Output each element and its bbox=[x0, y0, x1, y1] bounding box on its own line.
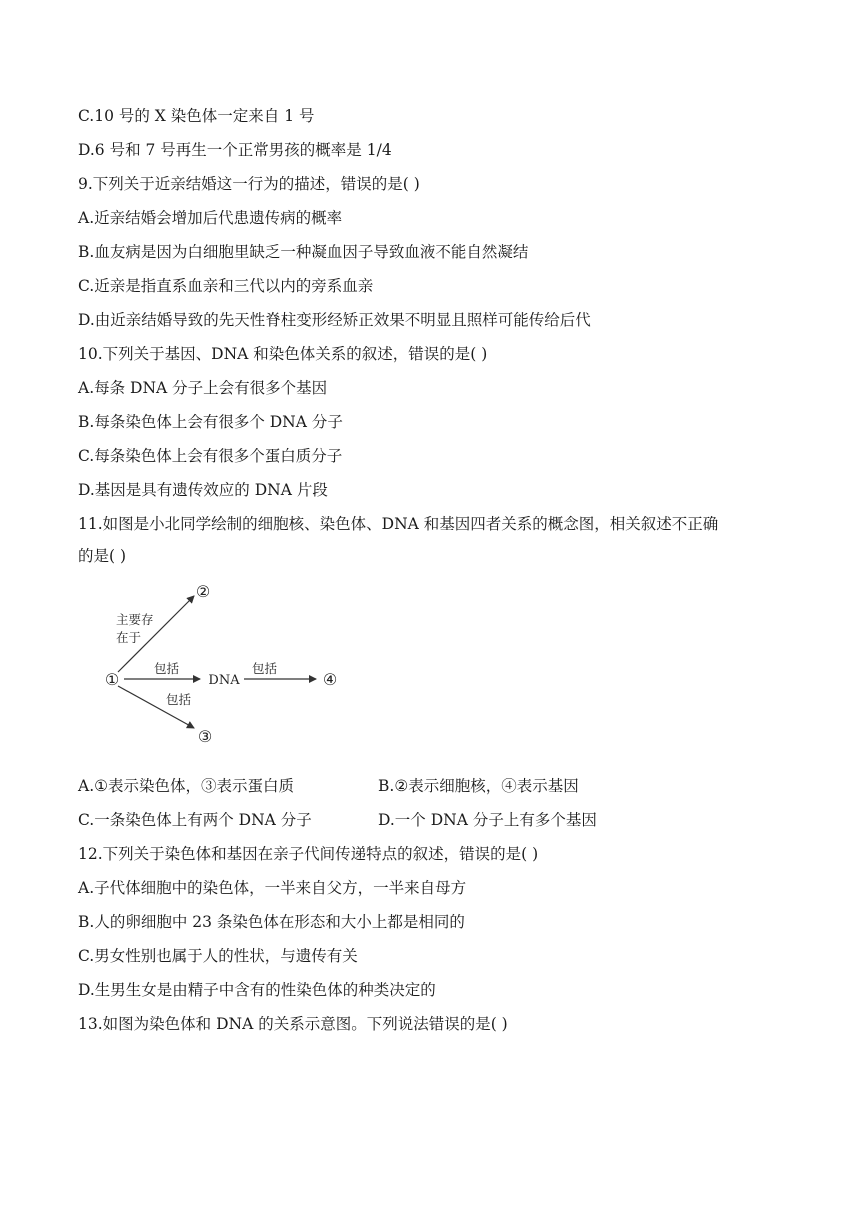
q11-option-d: D.一个 DNA 分子上有多个基因 bbox=[378, 811, 597, 829]
dna-node: DNA bbox=[208, 673, 240, 688]
q10-option-a: A.每条 DNA 分子上会有很多个基因 bbox=[78, 379, 328, 397]
q11-option-c: C.一条染色体上有两个 DNA 分子 bbox=[78, 811, 312, 829]
label-include-node3: 包括 bbox=[166, 692, 192, 707]
q11-option-a: A.①表示染色体，③表示蛋白质 bbox=[78, 777, 295, 795]
q9-stem: 9.下列关于近亲结婚这一行为的描述，错误的是( ) bbox=[78, 175, 420, 193]
label-main-line1: 主要存 bbox=[116, 612, 154, 627]
q8-option-d: D.6 号和 7 号再生一个正常男孩的概率是 1/4 bbox=[78, 141, 392, 159]
q10-option-b: B.每条染色体上会有很多个 DNA 分子 bbox=[78, 413, 343, 431]
node-1: ① bbox=[104, 670, 120, 689]
q13-stem: 13.如图为染色体和 DNA 的关系示意图。下列说法错误的是( ) bbox=[78, 1015, 508, 1033]
node-3: ③ bbox=[197, 727, 213, 746]
q9-option-d: D.由近亲结婚导致的先天性脊柱变形经矫正效果不明显且照样可能传给后代 bbox=[78, 311, 591, 329]
q8-option-c: C.10 号的 X 染色体一定来自 1 号 bbox=[78, 107, 315, 125]
q12-option-a: A.子代体细胞中的染色体，一半来自父方，一半来自母方 bbox=[78, 879, 467, 897]
q9-option-c: C.近亲是指直系血亲和三代以内的旁系血亲 bbox=[78, 277, 374, 295]
q11-option-b: B.②表示细胞核，④表示基因 bbox=[378, 777, 579, 795]
label-include-node4: 包括 bbox=[252, 661, 278, 676]
q10-option-c: C.每条染色体上会有很多个蛋白质分子 bbox=[78, 447, 343, 465]
q12-option-d: D.生男生女是由精子中含有的性染色体的种类决定的 bbox=[78, 981, 436, 999]
q12-option-b: B.人的卵细胞中 23 条染色体在形态和大小上都是相同的 bbox=[78, 913, 465, 931]
q10-option-d: D.基因是具有遗传效应的 DNA 片段 bbox=[78, 481, 328, 499]
q9-option-b: B.血友病是因为白细胞里缺乏一种凝血因子导致血液不能自然凝结 bbox=[78, 243, 529, 261]
node-4: ④ bbox=[322, 670, 338, 689]
q11-stem-line1: 11.如图是小北同学绘制的细胞核、染色体、DNA 和基因四者关系的概念图，相关叙述不正确 bbox=[78, 515, 719, 533]
node-2: ② bbox=[195, 582, 211, 601]
label-include-dna: 包括 bbox=[154, 661, 180, 676]
concept-map-diagram bbox=[96, 576, 356, 756]
q12-option-c: C.男女性别也属于人的性状，与遗传有关 bbox=[78, 947, 358, 965]
q10-stem: 10.下列关于基因、DNA 和染色体关系的叙述，错误的是( ) bbox=[78, 345, 488, 363]
q11-stem-line2: 的是( ) bbox=[78, 547, 127, 565]
q12-stem: 12.下列关于染色体和基因在亲子代间传递特点的叙述，错误的是( ) bbox=[78, 845, 539, 863]
q9-option-a: A.近亲结婚会增加后代患遗传病的概率 bbox=[78, 209, 343, 227]
label-main-line2: 在于 bbox=[116, 630, 142, 645]
